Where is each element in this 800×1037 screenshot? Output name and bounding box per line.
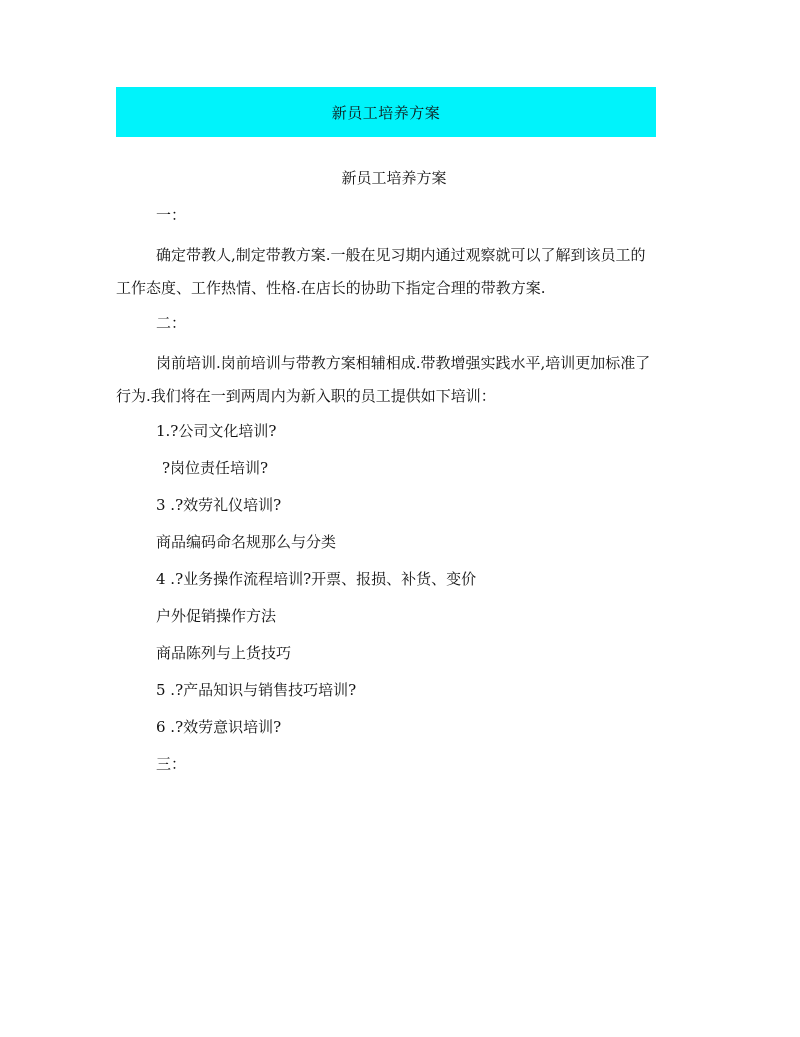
section-2-heading: 二： [156,314,187,332]
section-3-heading: 三： [156,755,187,773]
list-item: 1.?公司文化培训? [156,422,277,440]
banner-title: 新员工培养方案 [331,103,441,122]
list-item: 6 .?效劳意识培训? [156,718,282,736]
section-1-paragraph: 确定带教人,制定带教方案.一般在见习期内通过观察就可以了解到该员工的工作态度、工作热情、性格.在店长的协助下指定合理的带教方案. [116,246,646,297]
header-banner [116,87,656,137]
list-item: 户外促销操作方法 [156,607,277,625]
list-item: ?岗位责任培训? [162,459,269,477]
list-item: 5 .?产品知识与销售技巧培训? [156,681,357,699]
list-item: 商品编码命名规那么与分类 [156,533,337,551]
section-2-paragraph: 岗前培训.岗前培训与带教方案相辅相成.带教增强实践水平,培训更加标准了行为.我们将在一到两周内为新入职的员工提供如下培训： [116,354,651,405]
document-body [116,165,656,788]
list-item: 3 .?效劳礼仪培训? [156,496,282,514]
document-title: 新员工培养方案 [341,169,447,187]
list-item: 4 .?业务操作流程培训?开票、报损、补货、变价 [156,570,477,588]
section-1-heading: 一： [156,206,187,224]
list-item: 商品陈列与上货技巧 [156,644,292,662]
